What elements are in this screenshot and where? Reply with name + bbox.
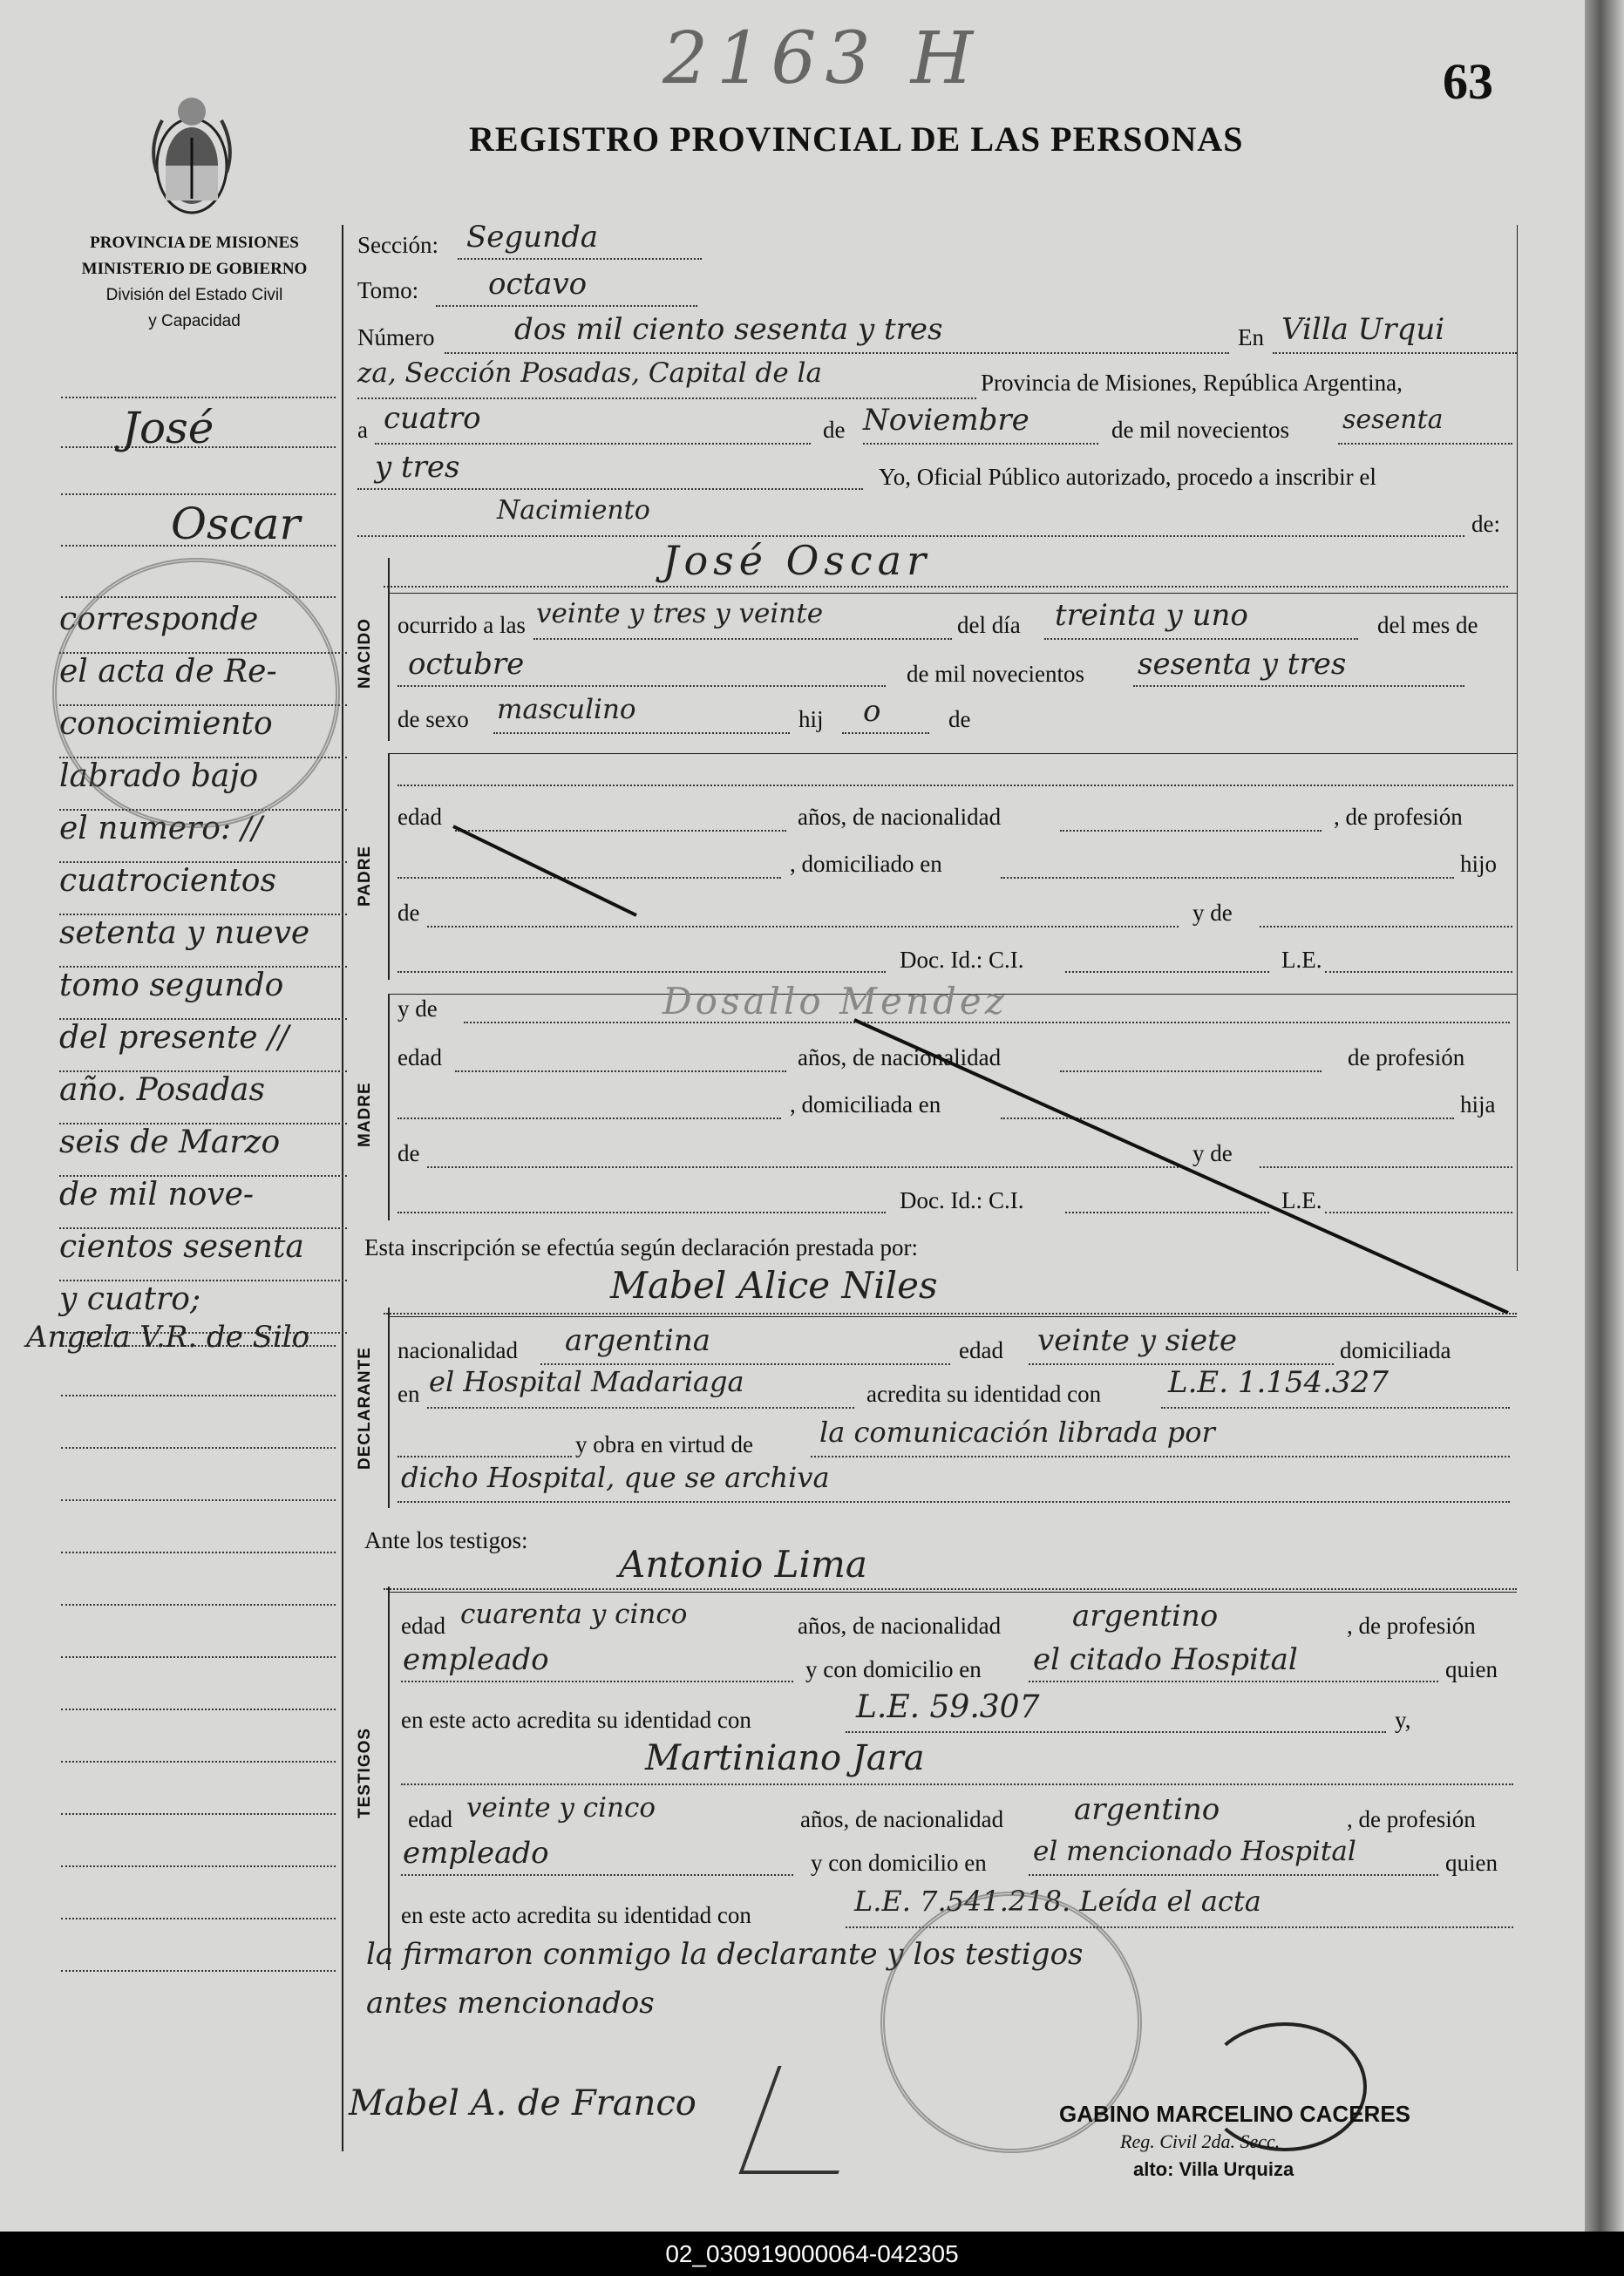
closing-line-2: antes mencionados — [366, 1986, 655, 2021]
de-label: de — [823, 417, 846, 443]
hij-label: hij — [798, 706, 824, 732]
t2-anios-label: años, de nacionalidad — [800, 1806, 1004, 1832]
padre-prof-label: , de profesión — [1334, 804, 1463, 830]
padre-side-label: PADRE — [356, 845, 374, 907]
declarante-edad-label: edad — [959, 1337, 1003, 1363]
registrant-name: José Oscar — [663, 537, 932, 584]
numero-value: dos mil ciento sesenta y tres — [514, 312, 943, 347]
page-number: 63 — [1443, 53, 1493, 110]
madre-side-label: MADRE — [356, 1082, 374, 1147]
del-mes-label: del mes de — [1377, 612, 1478, 638]
margin-name-second: Oscar — [171, 499, 301, 549]
t2-dom-value: el mencionado Hospital — [1033, 1836, 1356, 1867]
closing-line-1: la firmaron conmigo la declarante y los testigos — [366, 1937, 1084, 1972]
padre-hijo-label: hijo — [1460, 851, 1498, 877]
testigos-side-label: TESTIGOS — [356, 1727, 374, 1818]
en-label: En — [1238, 324, 1264, 350]
t2-quien-label: quien — [1445, 1850, 1498, 1876]
madre-hija-label: hija — [1460, 1091, 1496, 1118]
declarante-obra-label: y obra en virtud de — [575, 1431, 753, 1457]
madre-yde-label: y de — [398, 995, 438, 1022]
mil-label: de mil novecientos — [1111, 417, 1289, 443]
madre-le-label: L.E. — [1281, 1187, 1322, 1213]
testigos-intro: Ante los testigos: — [364, 1527, 528, 1553]
official-title: Reg. Civil 2da. Secc. — [1120, 2130, 1281, 2152]
t2-dom-label: y con domicilio en — [811, 1850, 987, 1876]
margin-note-line: cientos sesenta — [59, 1229, 347, 1281]
birth-year-value: sesenta y tres — [1138, 647, 1347, 682]
de2-label: de: — [1471, 511, 1500, 537]
t2-prof-label: , de profesión — [1347, 1806, 1476, 1832]
en-value: Villa Urqui — [1281, 312, 1445, 347]
margin-signature: Angela V.R. de Silo — [26, 1320, 310, 1355]
day-value: cuatro — [384, 401, 481, 436]
t2-nac-value: argentino — [1074, 1792, 1220, 1827]
declarante-nac-value: argentina — [565, 1323, 711, 1358]
margin-note-line: año. Posadas — [59, 1072, 347, 1124]
sexo-label: de sexo — [398, 706, 469, 732]
testigo1-name: Antonio Lima — [619, 1543, 867, 1586]
seccion-value: Segunda — [466, 220, 599, 255]
numero-label: Número — [357, 324, 435, 350]
official-name: GABINO MARCELINO CACERES — [1059, 2101, 1411, 2127]
t1-anios-label: años, de nacionalidad — [798, 1613, 1002, 1639]
year-value: sesenta — [1342, 404, 1444, 435]
declarante-en-label: en — [398, 1381, 420, 1407]
t2-acredita-label: en este acto acredita su identidad con — [401, 1902, 751, 1928]
t2-edad-label: edad — [408, 1806, 452, 1832]
declarante-side-label: DECLARANTE — [356, 1347, 374, 1470]
margin-note-line: seis de Marzo — [59, 1124, 347, 1177]
t1-quien-label: quien — [1445, 1656, 1498, 1682]
nacido-side-label: NACIDO — [356, 618, 374, 689]
month-value: Noviembre — [863, 403, 1029, 438]
declarante-name: Mabel Alice Niles — [610, 1264, 938, 1307]
testigo2-name: Martiniano Jara — [645, 1738, 925, 1778]
t2-prof-value: empleado — [403, 1836, 549, 1871]
margin-note-line: el acta de Re- — [59, 654, 347, 706]
t1-dom-value: el citado Hospital — [1033, 1642, 1298, 1677]
t2-edad-value: veinte y cinco — [466, 1792, 656, 1824]
declarante-acredita-label: acredita su identidad con — [866, 1381, 1102, 1407]
margin-note-line: del presente // — [59, 1020, 347, 1072]
hij-value: o — [863, 694, 881, 729]
t1-dom-label: y con domicilio en — [805, 1656, 982, 1682]
t1-acredita-label: en este acto acredita su identidad con — [401, 1707, 751, 1733]
margin-note-line: cuatrocientos — [59, 863, 347, 915]
t1-nac-value: argentino — [1072, 1599, 1219, 1634]
org-capacity: y Capacidad — [148, 312, 241, 330]
t2-doc-value: L.E. 7.541.218. Leída el acta — [854, 1885, 1261, 1918]
tomo-label: Tomo: — [357, 277, 419, 303]
margin-note-line: el numero: // — [59, 811, 347, 863]
madre-prof-label: de profesión — [1348, 1044, 1465, 1070]
hora-value: veinte y tres y veinte — [536, 598, 824, 629]
birth-month-value: octubre — [408, 647, 525, 682]
padre-le-label: L.E. — [1281, 947, 1322, 973]
t1-y-label: y, — [1395, 1707, 1411, 1733]
province-text: Provincia de Misiones, República Argentina, — [981, 370, 1403, 396]
padre-doc-label: Doc. Id.: C.I. — [900, 947, 1024, 973]
a-label: a — [357, 417, 368, 443]
margin-note-line: setenta y nueve — [59, 915, 347, 968]
margin-note-line: corresponde — [59, 601, 347, 654]
image-id-footer: 02_030919000064-042305 — [0, 2232, 1624, 2276]
madre-de-label: de — [398, 1140, 420, 1166]
year-value-2: y tres — [375, 450, 460, 485]
padre-anios-label: años, de nacionalidad — [798, 804, 1002, 830]
declarante-obra-value-2: dicho Hospital, que se archiva — [401, 1461, 830, 1494]
del-dia-label: del día — [957, 612, 1021, 638]
declarante-intro: Esta inscripción se efectúa según declaración prestada por: — [364, 1234, 918, 1260]
madre-name-value: Dosallo Mendez — [663, 980, 1008, 1023]
tipo-value: Nacimiento — [497, 495, 650, 526]
margin-note-line: labrado bajo — [59, 758, 347, 811]
madre-dom-label: , domiciliada en — [790, 1091, 941, 1118]
birth-mil-label: de mil novecientos — [907, 661, 1084, 687]
official-place: alto: Villa Urquiza — [1133, 2158, 1294, 2180]
margin-note-line: conocimiento — [59, 706, 347, 758]
dia-value: treinta y uno — [1055, 598, 1248, 633]
org-division: División del Estado Civil — [105, 286, 283, 304]
t1-prof-label: , de profesión — [1347, 1613, 1476, 1639]
handwritten-folio: 2163 H — [663, 17, 982, 100]
registry-title: REGISTRO PROVINCIAL DE LAS PERSONAS — [469, 119, 1244, 159]
org-province: PROVINCIA DE MISIONES — [90, 234, 299, 252]
madre-doc-label: Doc. Id.: C.I. — [900, 1187, 1024, 1213]
locality-value: za, Sección Posadas, Capital de la — [357, 357, 822, 389]
page-edge — [1585, 0, 1624, 2232]
hij-de-label: de — [948, 706, 971, 732]
padre-yde-label: y de — [1193, 900, 1233, 926]
margin-note-line: y cuatro; — [59, 1281, 347, 1334]
sexo-value: masculino — [497, 694, 636, 725]
ocurrido-label: ocurrido a las — [398, 612, 526, 638]
padre-dom-label: , domiciliado en — [790, 851, 942, 877]
margin-name-first: José — [122, 403, 214, 453]
declarante-edad-value: veinte y siete — [1037, 1323, 1237, 1358]
margin-note-line: de mil nove- — [59, 1177, 347, 1229]
madre-anios-label: años, de nacionalidad — [798, 1044, 1002, 1070]
declarante-doc-value: L.E. 1.154.327 — [1168, 1365, 1389, 1400]
madre-yde2-label: y de — [1193, 1140, 1233, 1166]
declarante-en-value: el Hospital Madariaga — [429, 1365, 744, 1398]
t1-prof-value: empleado — [403, 1642, 549, 1677]
t1-edad-label: edad — [401, 1613, 445, 1639]
org-ministry: MINISTERIO DE GOBIERNO — [81, 260, 308, 278]
padre-edad-label: edad — [398, 804, 442, 830]
t1-doc-value: L.E. 59.307 — [856, 1689, 1040, 1725]
padre-de-label: de — [398, 900, 420, 926]
declarante-nac-label: nacionalidad — [398, 1337, 518, 1363]
tomo-value: octavo — [488, 267, 588, 302]
declarante-signature: Mabel A. de Franco — [349, 2083, 696, 2123]
margin-note-line: tomo segundo — [59, 968, 347, 1020]
madre-edad-label: edad — [398, 1044, 442, 1070]
declarante-obra-value: la comunicación librada por — [819, 1416, 1215, 1449]
seccion-label: Sección: — [357, 232, 438, 258]
yo-text: Yo, Oficial Público autorizado, procedo a inscribir el — [879, 464, 1376, 490]
t1-edad-value: cuarenta y cinco — [460, 1599, 688, 1630]
declarante-dom-label: domiciliada — [1340, 1337, 1451, 1363]
